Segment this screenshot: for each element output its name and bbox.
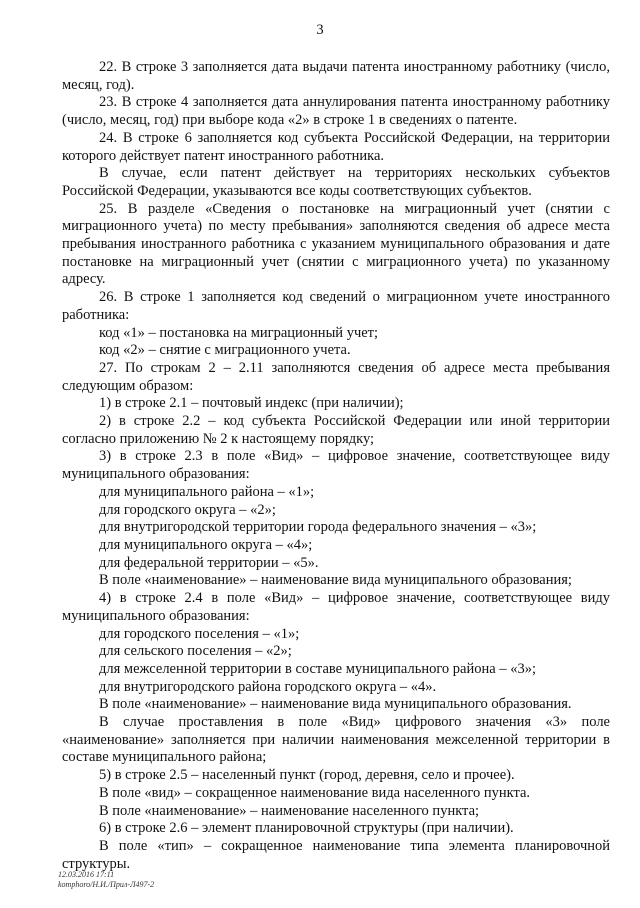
paragraph: для муниципального района – «1»;	[99, 483, 315, 500]
paragraph: В случае, если патент действует на территориях нескольких субъектов Российской Федерации, указываются все коды соответствующих субъектов.	[62, 165, 610, 199]
paragraph: В поле «вид» – сокращенное наименование вида населенного пункта.	[99, 784, 531, 801]
footer-timestamp: 12.03.2016 17:11	[58, 870, 115, 879]
paragraph: 23. В строке 4 заполняется дата аннулирования патента иностранному работнику (число, месяц, год) при выборе кода «2» в строке 1 в сведениях о патенте.	[62, 94, 610, 129]
paragraph: В случае проставления в поле «Вид» цифрового значения «3» поле «наименование» заполняется при наличии наименования межселенной территории в составе муниципального района;	[62, 714, 610, 766]
paragraph: 6) в строке 2.6 – элемент планировочной структуры (при наличии).	[99, 820, 514, 837]
paragraph: В поле «тип» – сокращенное наименование типа элемента планировочной структуры.	[62, 837, 610, 872]
paragraph: 24. В строке 6 заполняется код субъекта Российской Федерации, на территории которого действует патент иностранного работника.	[62, 129, 610, 164]
page-number: 3	[316, 22, 324, 38]
paragraph: 3) в строке 2.3 в поле «Вид» – цифровое значение, соответствующее виду муниципального образования:	[62, 448, 610, 483]
paragraph: для внутригородской территории города федерального значения – «3»;	[99, 519, 537, 536]
paragraph: 27. По строкам 2 – 2.11 заполняются сведения об адресе места пребывания следующим образом:	[62, 359, 610, 394]
paragraph: В поле «наименование» – наименование населенного пункта;	[99, 802, 480, 819]
paragraph: 5) в строке 2.5 – населенный пункт (город, деревня, село и прочее).	[99, 767, 515, 784]
paragraph: для федеральной территории – «5».	[99, 554, 319, 571]
paragraph: для внутригородского района городского округа – «4».	[99, 678, 437, 695]
paragraph: для сельского поселения – «2»;	[99, 643, 292, 660]
paragraph: код «1» – постановка на миграционный учет;	[99, 324, 379, 341]
paragraph: 26. В строке 1 заполняется код сведений о миграционном учете иностранного работника:	[62, 289, 610, 323]
paragraph: 25. В разделе «Сведения о постановке на миграционный учет (снятии с миграционного учета) по месту пребывания» заполняются сведения об адресе места пребывания иностранного работника с указанием муниципального образования и дате постановке на миграционный учет (снятии с миграционного учета) по указанному адресу.	[62, 200, 610, 288]
paragraph: В поле «наименование» – наименование вида муниципального образования.	[99, 696, 572, 713]
paragraph: для городского поселения – «1»;	[99, 625, 300, 642]
paragraph: В поле «наименование» – наименование вида муниципального образования;	[99, 572, 572, 589]
paragraph: код «2» – снятие с миграционного учета.	[99, 342, 351, 359]
document-body	[62, 59, 610, 873]
paragraph: 4) в строке 2.4 в поле «Вид» – цифровое значение, соответствующее виду муниципального образования:	[62, 590, 610, 624]
paragraph: 1) в строке 2.1 – почтовый индекс (при наличии);	[99, 395, 404, 412]
paragraph: для муниципального округа – «4»;	[99, 536, 313, 553]
paragraph: для городского округа – «2»;	[99, 501, 276, 518]
paragraph: для межселенной территории в составе муниципального района – «3»;	[99, 660, 536, 677]
footer-file-reference: komphoro/Н.И./Прил-Л497-2	[58, 880, 155, 889]
document-footer	[58, 870, 154, 890]
paragraph: 22. В строке 3 заполняется дата выдачи патента иностранному работнику (число, месяц, год).	[62, 59, 610, 93]
paragraph: 2) в строке 2.2 – код субъекта Российской Федерации или иной территории согласно приложению № 2 к настоящему порядку;	[62, 413, 610, 447]
